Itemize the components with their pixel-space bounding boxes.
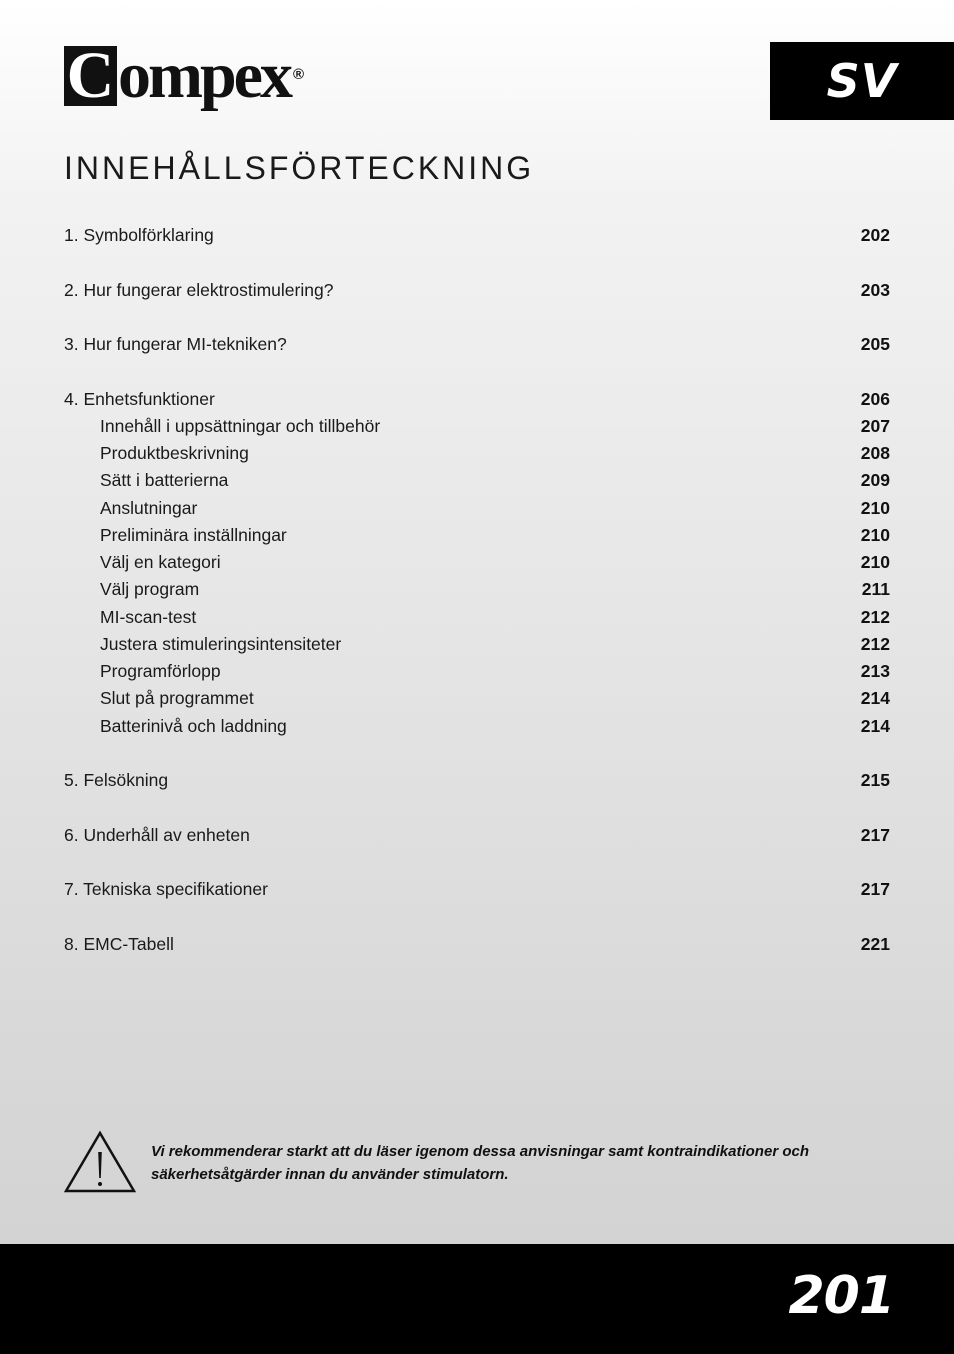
toc-entry[interactable] (64, 631, 890, 658)
warning-text-line-1: Vi rekommenderar starkt att du läser igenom dessa anvisningar samt kontraindikationer och (151, 1143, 809, 1160)
toc-entry-label: 1. Symbolförklaring (64, 225, 214, 245)
toc-entry-label: Slut på programmet (100, 688, 254, 709)
toc-entry-label: 3. Hur fungerar MI-tekniken? (64, 334, 287, 354)
warning-notice (64, 1130, 894, 1194)
logo-initial: C (64, 46, 117, 106)
footer-bar (0, 1244, 954, 1354)
toc-entry-page: 212 (860, 606, 890, 627)
toc-entry-page: 206 (860, 388, 890, 409)
toc-entry-page: 214 (860, 715, 890, 736)
toc-entry-page: 205 (860, 334, 890, 354)
warning-text-line-2: säkerhetsåtgärder innan du använder stimulatorn. (151, 1166, 509, 1183)
toc-entry-label: 2. Hur fungerar elektrostimulering? (64, 279, 334, 300)
toc-entry[interactable] (64, 277, 890, 304)
toc-entry[interactable] (64, 549, 890, 576)
toc-entry-label: 7. Tekniska specifikationer (64, 879, 268, 899)
toc-entry[interactable] (64, 822, 890, 849)
toc-entry[interactable] (64, 440, 890, 467)
registered-mark: ® (292, 66, 305, 83)
toc-entry-page: 212 (860, 633, 890, 654)
toc-entry-page: 208 (860, 443, 890, 463)
logo-wordmark: ompex (118, 39, 290, 112)
language-badge: SV (770, 42, 954, 120)
toc-entry-label: Sätt i batterierna (100, 470, 229, 491)
toc-entry-page: 210 (860, 497, 890, 518)
toc-entry-page: 207 (860, 415, 890, 436)
toc-entry[interactable] (64, 604, 890, 631)
toc-entry[interactable] (64, 331, 890, 358)
toc-entry-page: 211 (861, 579, 890, 600)
toc-entry-page: 221 (860, 933, 890, 954)
toc-entry-label: 8. EMC-Tabell (64, 933, 174, 954)
toc-entry[interactable] (64, 685, 890, 712)
toc-entry-page: 217 (860, 824, 890, 845)
toc-entry[interactable] (64, 876, 890, 903)
warning-text (151, 1140, 809, 1186)
toc-entry-label: Batterinivå och laddning (100, 715, 287, 736)
toc-entry-page: 203 (860, 279, 890, 300)
toc-entry[interactable] (64, 386, 890, 413)
toc-entry-label: 4. Enhetsfunktioner (64, 388, 215, 409)
toc-entry-label: Produktbeskrivning (100, 443, 249, 463)
toc-entry[interactable] (64, 931, 890, 958)
toc-entry[interactable] (64, 713, 890, 740)
toc-entry[interactable] (64, 522, 890, 549)
toc-entry[interactable] (64, 495, 890, 522)
toc-entry[interactable] (64, 413, 890, 440)
toc-entry-page: 210 (860, 524, 890, 545)
toc-entry[interactable] (64, 467, 890, 494)
page-number: 201 (788, 1266, 894, 1326)
compex-logo (64, 39, 305, 118)
toc-entry-label: Preliminära inställningar (100, 524, 287, 545)
toc-entry-label: Programförlopp (100, 661, 221, 681)
toc-entry[interactable] (64, 576, 890, 603)
toc-entry-label: Innehåll i uppsättningar och tillbehör (100, 415, 381, 436)
toc-entry-label: MI-scan-test (100, 606, 197, 627)
warning-triangle-icon (64, 1130, 136, 1194)
toc-entry-page: 209 (860, 470, 890, 491)
toc-entry-page: 215 (860, 770, 890, 790)
toc-entry-label: Välj program (100, 579, 200, 600)
toc-entry-label: Välj en kategori (100, 552, 221, 572)
toc-entry-page: 217 (860, 879, 890, 899)
toc-entry-page: 202 (860, 225, 890, 245)
page-title: INNEHÅLLSFÖRTECKNING (64, 150, 535, 186)
toc-entry[interactable] (64, 767, 890, 794)
toc-entry-label: 5. Felsökning (64, 770, 169, 790)
toc-entry-page: 210 (860, 552, 890, 572)
table-of-contents (64, 222, 890, 958)
toc-entry[interactable] (64, 222, 890, 249)
toc-entry-page: 213 (860, 661, 890, 681)
toc-entry-label: 6. Underhåll av enheten (64, 824, 250, 845)
toc-entry-label: Anslutningar (100, 497, 198, 518)
toc-entry[interactable] (64, 658, 890, 685)
toc-entry-page: 214 (860, 688, 890, 709)
toc-entry-label: Justera stimuleringsintensiteter (100, 633, 342, 654)
